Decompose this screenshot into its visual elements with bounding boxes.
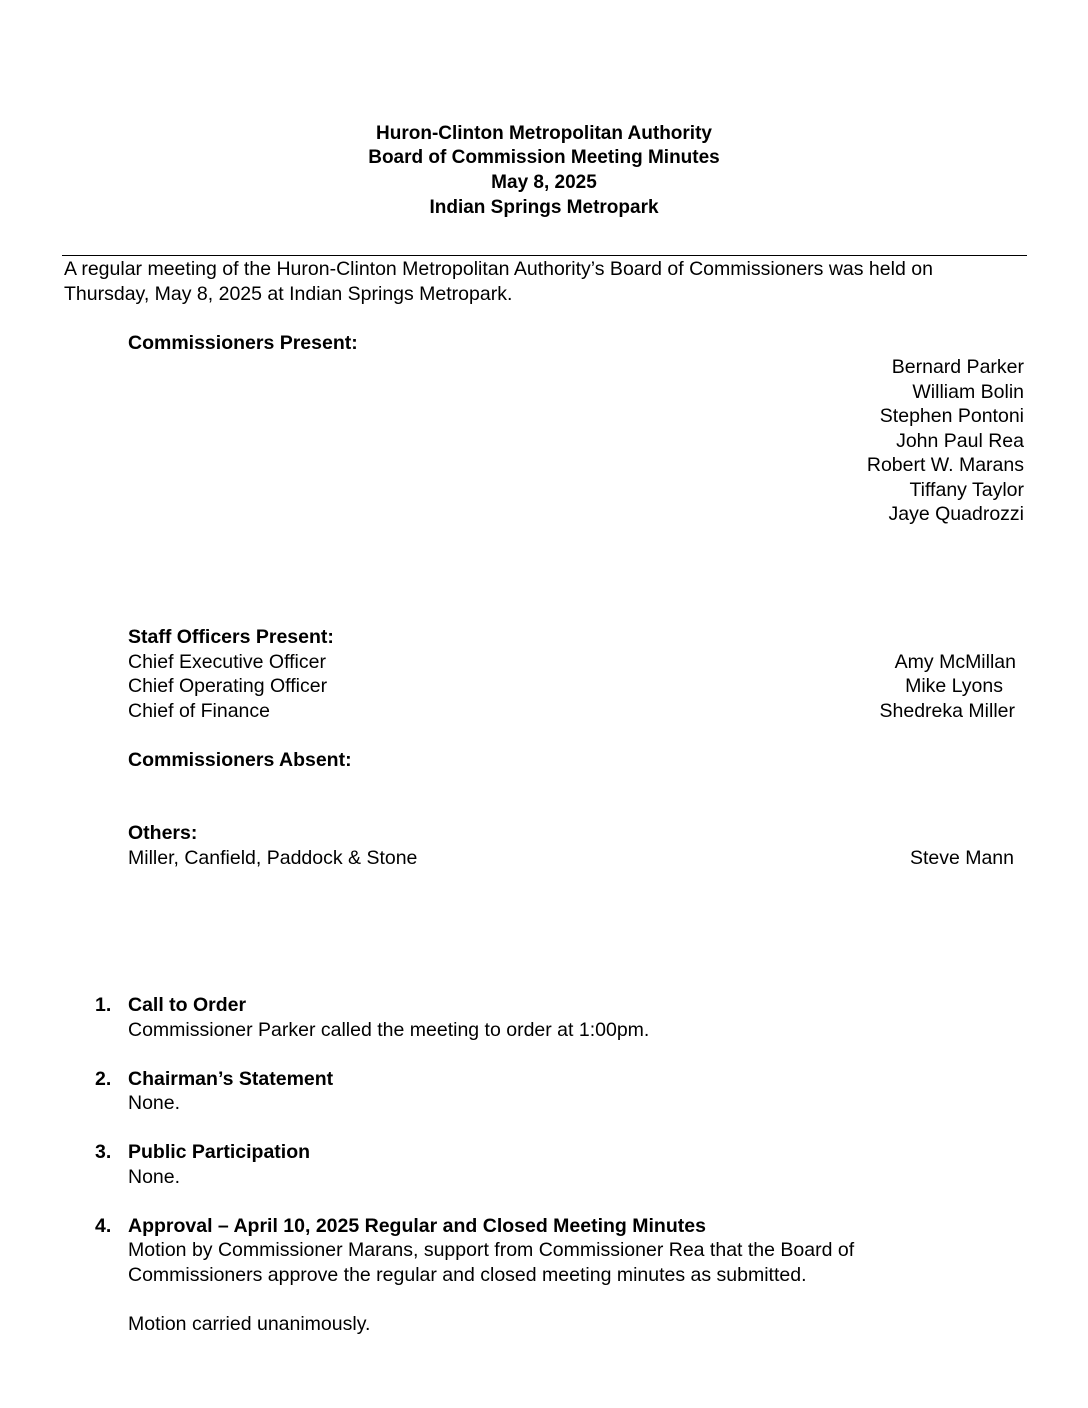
- agenda-item-number: 4.: [95, 1215, 112, 1237]
- agenda-item-title: Call to Order: [128, 994, 247, 1016]
- document-title: Board of Commission Meeting Minutes: [368, 147, 720, 168]
- commissioner-name: Robert W. Marans: [866, 454, 1024, 476]
- intro-line-2: Thursday, May 8, 2025 at Indian Springs Metropark.: [64, 283, 513, 305]
- commissioner-name: Stephen Pontoni: [879, 405, 1024, 427]
- agenda-item-note: Motion carried unanimously.: [128, 1313, 371, 1335]
- others-name: Steve Mann: [909, 847, 1014, 869]
- others-heading: Others:: [128, 822, 198, 844]
- agenda-item-text: Motion by Commissioner Marans, support from Commissioner Rea that the Board of: [128, 1239, 855, 1261]
- staff-officers-heading: Staff Officers Present:: [128, 626, 334, 648]
- commissioners-absent-heading: Commissioners Absent:: [128, 749, 352, 771]
- staff-officer-name: Mike Lyons: [905, 675, 1003, 697]
- commissioner-name: Jaye Quadrozzi: [888, 503, 1024, 525]
- staff-officer-title: Chief Executive Officer: [128, 651, 326, 673]
- intro-line-1: A regular meeting of the Huron-Clinton Metropolitan Authority’s Board of Commissioners was held on: [64, 258, 933, 280]
- commissioner-name: John Paul Rea: [896, 430, 1024, 452]
- header-divider: [62, 255, 1027, 256]
- agenda-item-title: Public Participation: [128, 1141, 311, 1163]
- staff-officer-title: Chief Operating Officer: [128, 675, 328, 697]
- staff-officer-name: Amy McMillan: [894, 651, 1016, 673]
- meeting-date: May 8, 2025: [491, 172, 597, 193]
- commissioner-name: Tiffany Taylor: [909, 479, 1024, 501]
- agenda-item-number: 2.: [95, 1068, 112, 1090]
- commissioner-name: Bernard Parker: [891, 356, 1024, 378]
- staff-officer-name: Shedreka Miller: [879, 700, 1015, 722]
- staff-officer-title: Chief of Finance: [128, 700, 270, 722]
- organization-name: Huron-Clinton Metropolitan Authority: [376, 123, 712, 144]
- agenda-item-title: Chairman’s Statement: [128, 1068, 334, 1090]
- agenda-item-title: Approval – April 10, 2025 Regular and Closed Meeting Minutes: [128, 1215, 706, 1237]
- agenda-item-number: 1.: [95, 994, 112, 1016]
- meeting-location: Indian Springs Metropark: [429, 197, 659, 218]
- agenda-item-text: Commissioners approve the regular and closed meeting minutes as submitted.: [128, 1264, 807, 1286]
- agenda-item-number: 3.: [95, 1141, 112, 1163]
- agenda-item-text: None.: [128, 1166, 181, 1188]
- agenda-item-text: Commissioner Parker called the meeting to order at 1:00pm.: [128, 1019, 650, 1041]
- others-organization: Miller, Canfield, Paddock & Stone: [128, 847, 418, 869]
- agenda-item-text: None.: [128, 1092, 181, 1114]
- commissioner-name: William Bolin: [912, 381, 1024, 403]
- commissioners-present-heading: Commissioners Present:: [128, 332, 358, 354]
